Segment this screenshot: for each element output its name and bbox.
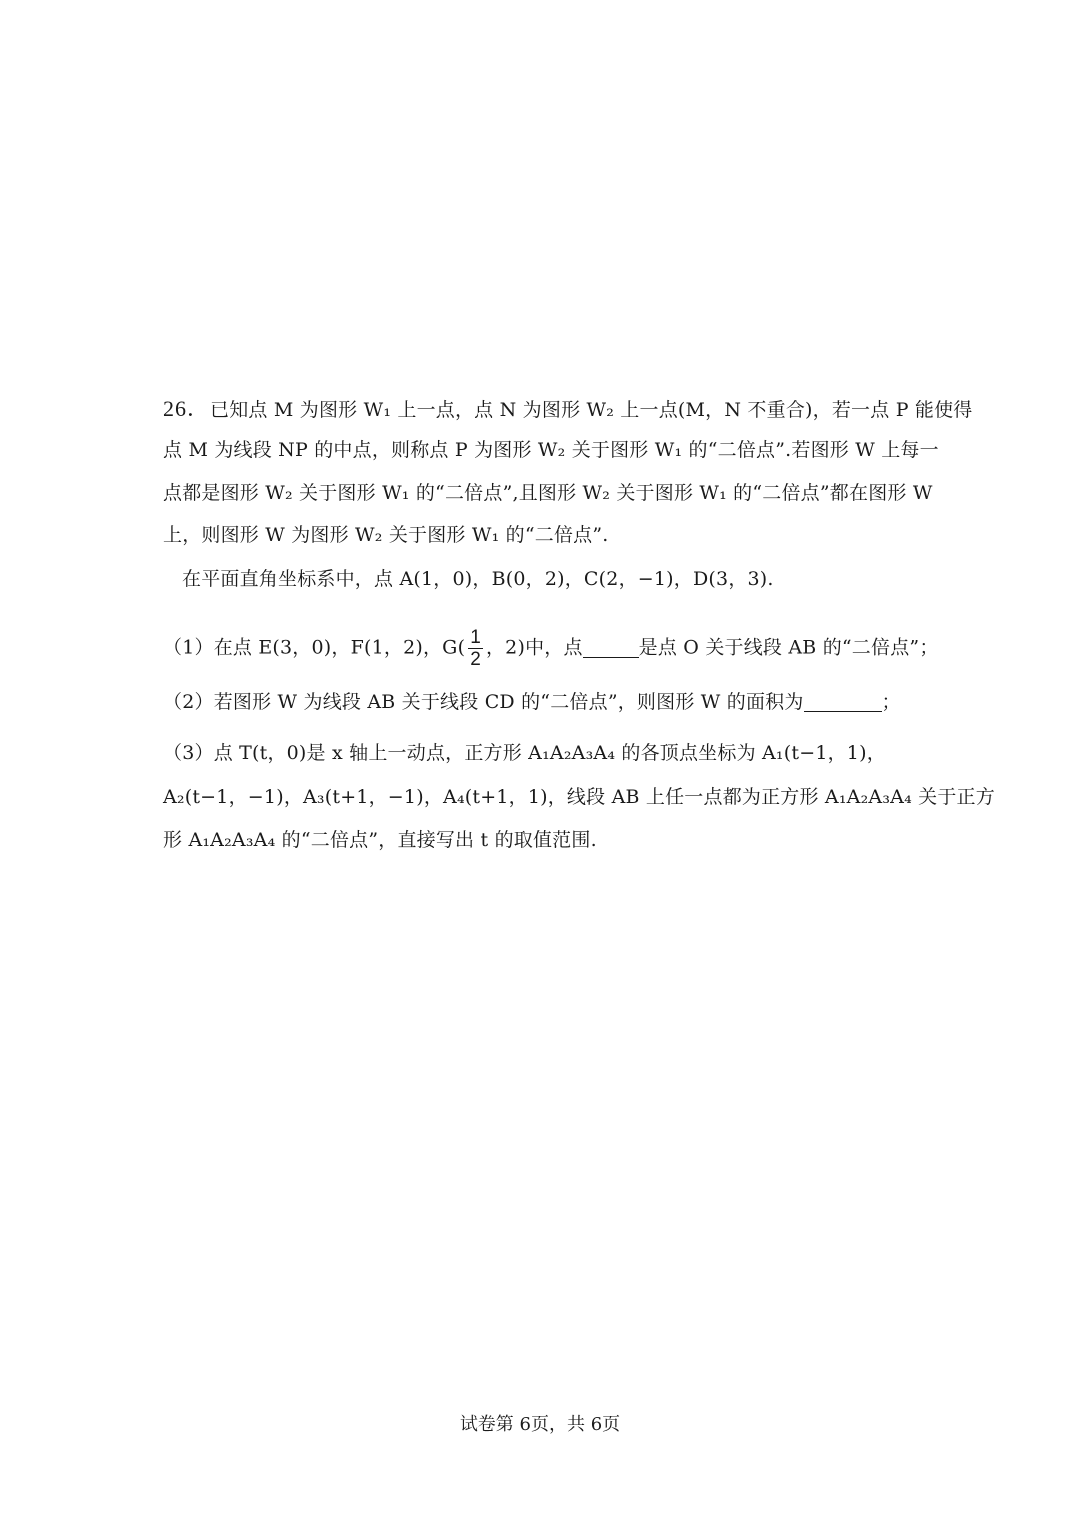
fraction-one-half: [468, 627, 483, 670]
answer-blank-2[interactable]: [804, 691, 882, 712]
part-1: [163, 627, 939, 670]
part-1-prefix: （1）在点 E(3，0)，F(1，2)，G(: [163, 636, 466, 659]
given-points: 在平面直角坐标系中，点 A(1，0)，B(0，2)，C(2，−1)，D(3，3).: [182, 568, 774, 590]
answer-blank-1[interactable]: [583, 637, 639, 658]
part-3-line-2: A₂(t−1，−1)，A₃(t+1，−1)，A₄(t+1，1)，线段 AB 上任一点都为正方形 A₁A₂A₃A₄ 关于正方: [163, 786, 995, 808]
part-1-middle: ，2)中，点: [485, 636, 583, 659]
page-footer: 试卷第 6页，共 6页: [459, 1414, 621, 1435]
problem-intro-line-1: [163, 396, 973, 423]
part-2: [163, 689, 901, 715]
intro-text-1: 已知点 M 为图形 W₁ 上一点，点 N 为图形 W₂ 上一点(M，N 不重合)，若一点 P 能使得: [210, 399, 973, 421]
question-number: 26．: [163, 396, 211, 421]
part-3-line-1: （3）点 T(t，0)是 x 轴上一动点，正方形 A₁A₂A₃A₄ 的各顶点坐标为 A₁(t−1，1)，: [163, 742, 886, 764]
part-1-suffix: 是点 O 关于线段 AB 的“二倍点”；: [638, 636, 939, 659]
problem-intro-line-3: 点都是图形 W₂ 关于图形 W₁ 的“二倍点”,且图形 W₂ 关于图形 W₁ 的“二倍点”都在图形 W: [163, 482, 933, 504]
problem-intro-line-4: 上，则图形 W 为图形 W₂ 关于图形 W₁ 的“二倍点”.: [163, 524, 609, 546]
fraction-denominator: 2: [470, 649, 481, 670]
fraction-numerator: 1: [470, 627, 481, 648]
part-2-prefix: （2）若图形 W 为线段 AB 关于线段 CD 的“二倍点”，则图形 W 的面积为: [163, 691, 804, 713]
part-2-suffix: ；: [881, 691, 901, 713]
part-3-line-3: 形 A₁A₂A₃A₄ 的“二倍点”，直接写出 t 的取值范围.: [163, 829, 597, 851]
problem-intro-line-2: 点 M 为线段 NP 的中点，则称点 P 为图形 W₂ 关于图形 W₁ 的“二倍点”.若图形 W 上每一: [163, 439, 939, 461]
